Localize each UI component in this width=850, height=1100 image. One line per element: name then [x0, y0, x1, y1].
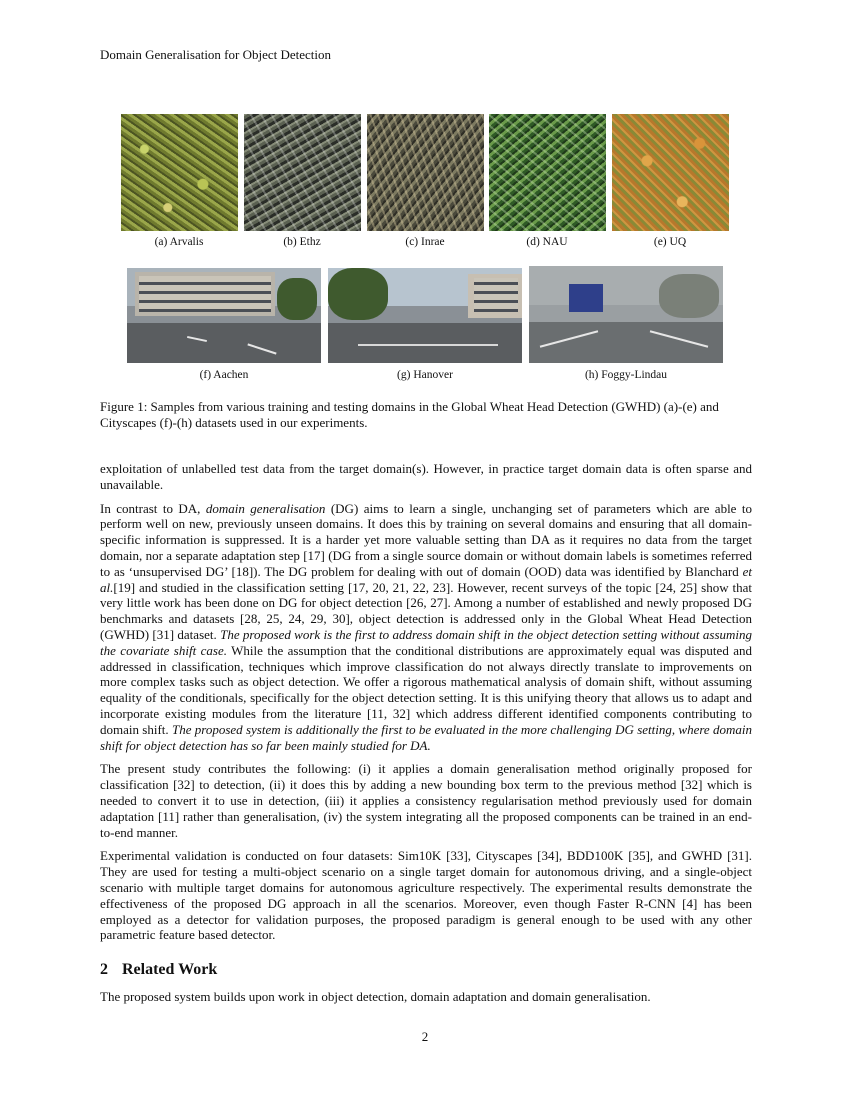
running-title: Domain Generalisation for Object Detection [100, 47, 332, 62]
subfigure-caption: (h) Foggy-Lindau [584, 369, 668, 381]
paragraph: exploitation of unlabelled test data from the target domain(s). However, in practice target domain data is often sparse and unavailable. [100, 461, 752, 492]
body-text [100, 461, 752, 951]
paragraph: Experimental validation is conducted on four datasets: Sim10K [33], Cityscapes [34], BDD100K [35], and GWHD [31]. They are used for testing a multi-object scenario on a single target domain for autonomous driving, and a single-object scenario with multiple target domains for autonomous agriculture respectively. The experimental results demonstrate the effectiveness of the proposed DG approach in all the scenarios. Moreover, even though Faster R-CNN [4] has been employed as a detector for validation purposes, the proposed paradigm is general enough to be used with any other parametric feature based detector. [100, 848, 752, 943]
wheat-arvalis-photo [121, 114, 238, 231]
figure-caption: Figure 1: Samples from various training and testing domains in the Global Wheat Head Detection (GWHD) (a)-(e) and Cityscapes (f)-(h) datasets used in our experiments. [100, 399, 719, 430]
street-hanover-photo [328, 268, 522, 363]
street-aachen-photo [127, 268, 321, 363]
paragraph: The present study contributes the following: (i) it applies a domain generalisation method originally proposed for classification [32] to detection, (ii) it does this by adding a new bounding box term to the previous method [32] which is needed to convert it to use in detection, (iii) it applies a consistency regularisation method previously used for domain adaptation [11] rather than generalisation, (iv) the system integrating all the proposed components can be trained in an end-to-end manner. [100, 761, 752, 840]
wheat-ethz-photo [244, 114, 361, 231]
subfigure-caption: (e) UQ [653, 236, 687, 248]
page-number: 2 [421, 1029, 429, 1044]
wheat-uq-photo [612, 114, 729, 231]
subfigure-caption: (g) Hanover [397, 369, 453, 381]
subfigure-caption: (b) Ethz [283, 236, 321, 248]
subfigure-caption: (c) Inrae [405, 236, 445, 248]
wheat-nau-photo [489, 114, 606, 231]
subfigure-caption: (f) Aachen [199, 369, 249, 381]
street-foggy-lindau-photo [529, 266, 723, 363]
subfigure-caption: (d) NAU [526, 236, 568, 248]
subfigure-caption: (a) Arvalis [154, 236, 204, 248]
paragraph: In contrast to DA, domain generalisation (DG) aims to learn a single, unchanging set of parameters which are able to perform well on new, previously unseen domains. It does this by training on several domains and ensuring that all domain-specific information is suppressed. It is a harder yet more valuable setting than DA as it requires no data from the target domain, nor a separate adaptation step [17] (DG from a single source domain or without domain labels is sometimes referred to as ‘unsupervised DG’ [18]). The DG problem for dealing with out of domain (OOD) data was identified by Blanchard et al.[19] and studied in the classification setting [17, 20, 21, 22, 23]. However, recent surveys of the topic [24, 25] show that very little work has been done on DG for object detection [26, 27]. Among a number of established and newly proposed DG benchmarks and datasets [28, 25, 24, 29, 30], object detection is addressed only in the Global Wheat Head Detection (GWHD) [31] dataset. The proposed work is the first to address domain shift in the object detection setting without assuming the covariate shift case. While the assumption that the conditional distributions are approximately equal was disputed and addressed in classification, techniques which improve classification do not always directly translate to improvements on more complex tasks such as object detection. We offer a rigorous mathematical analysis of domain shift, without assuming equality of the conditionals, specifically for the object detection setting. It is this unifying theory that allows us to adapt and incorporate existing modules from the literature [11, 32] which address different identified components contributing to domain shift. The proposed system is additionally the first to be evaluated in the more challenging DG setting, where domain shift for object detection has so far been mainly studied for DA. [100, 500, 753, 753]
section-heading: 2 Related Work [100, 961, 218, 978]
paragraph: The proposed system builds upon work in object detection, domain adaptation and domain generalisation. [100, 989, 651, 1004]
wheat-inrae-photo [367, 114, 484, 231]
